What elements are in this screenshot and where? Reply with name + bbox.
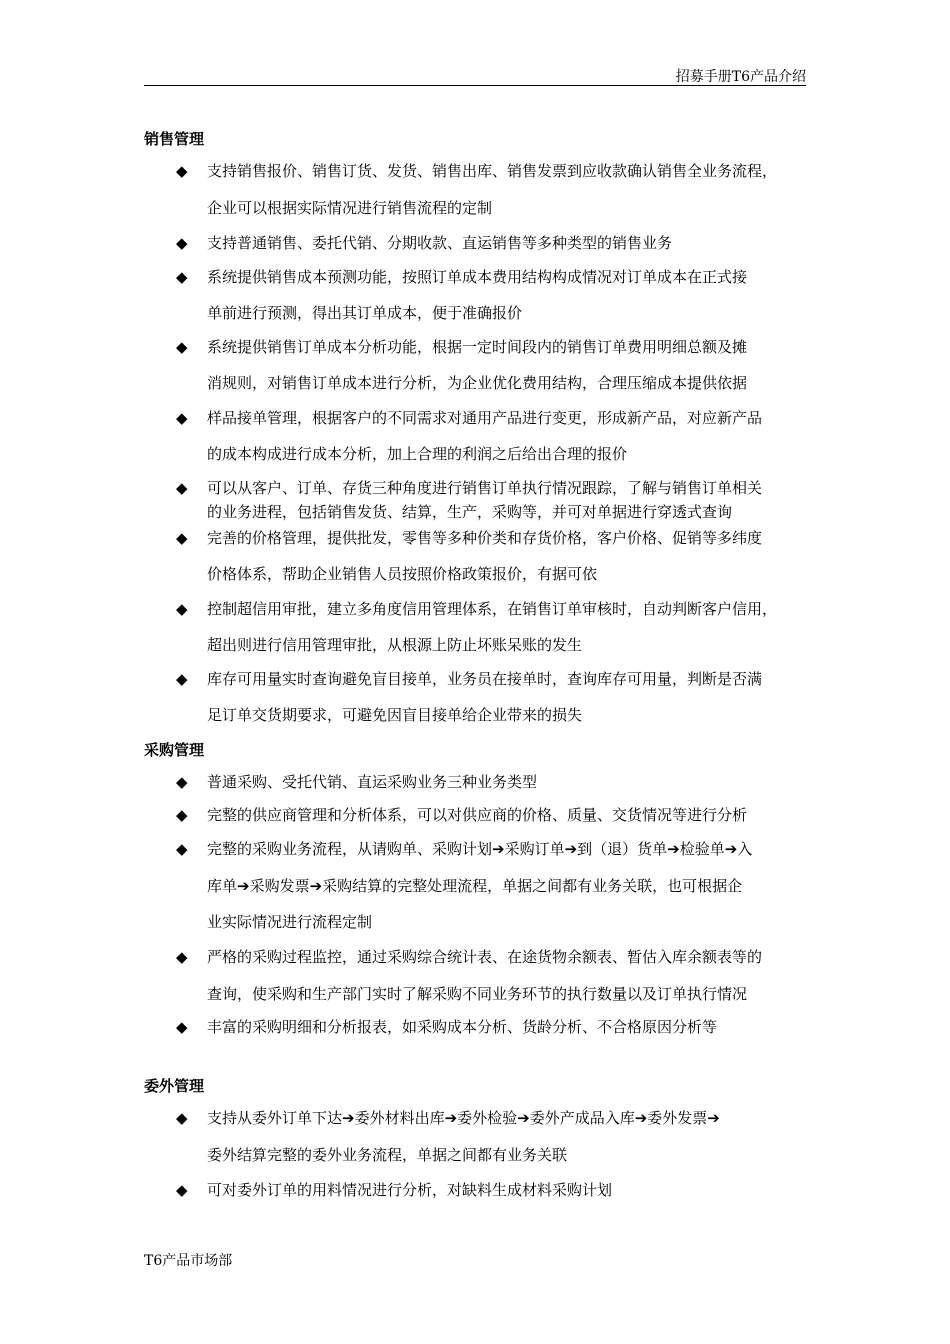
- list-item-line: 可以从客户、订单、存货三种角度进行销售订单执行情况跟踪，了解与销售订单相关: [207, 479, 763, 497]
- list-item-line: 查询，使采购和生产部门实时了解采购不同业务环节的执行数量以及订单执行情况: [207, 985, 748, 1003]
- diamond-bullet-icon: ◆: [176, 1109, 188, 1127]
- list-item-line: 企业可以根据实际情况进行销售流程的定制: [207, 199, 493, 217]
- list-item-line: 严格的采购过程监控，通过采购综合统计表、在途货物余额表、暂估入库余额表等的: [207, 948, 763, 966]
- diamond-bullet-icon: ◆: [176, 670, 188, 688]
- section-title: 采购管理: [144, 741, 205, 759]
- list-item-line: 完善的价格管理，提供批发，零售等多种价类和存货价格，客户价格、促销等多纬度: [207, 529, 763, 547]
- diamond-bullet-icon: ◆: [176, 806, 188, 824]
- list-item-line: 业实际情况进行流程定制: [207, 913, 373, 931]
- list-item-line: 普通采购、受托代销、直运采购业务三种业务类型: [207, 773, 538, 791]
- diamond-bullet-icon: ◆: [176, 234, 188, 252]
- diamond-bullet-icon: ◆: [176, 409, 188, 427]
- diamond-bullet-icon: ◆: [176, 338, 188, 356]
- list-item-line: 完整的采购业务流程，从请购单、采购计划➔采购订单➔到（退）货单➔检验单➔入: [207, 840, 753, 858]
- list-item-line: 系统提供销售订单成本分析功能，根据一定时间段内的销售订单费用明细总额及摊: [207, 338, 748, 356]
- list-item-line: 库存可用量实时查询避免盲目接单，业务员在接单时，查询库存可用量，判断是否满: [207, 670, 763, 688]
- page-footer: T6产品市场部: [144, 1253, 233, 1269]
- page-header-title: 招募手册T6产品介绍: [675, 69, 806, 85]
- list-item-line: 单前进行预测，得出其订单成本，便于准确报价: [207, 304, 523, 322]
- section-title: 委外管理: [144, 1077, 205, 1095]
- diamond-bullet-icon: ◆: [176, 162, 188, 180]
- list-item-line: 委外结算完整的委外业务流程，单据之间都有业务关联: [207, 1146, 568, 1164]
- list-item-line: 的业务进程，包括销售发货、结算，生产，采购等，并可对单据进行穿透式查询: [207, 503, 733, 521]
- list-item-line: 价格体系，帮助企业销售人员按照价格政策报价，有据可依: [207, 565, 598, 583]
- diamond-bullet-icon: ◆: [176, 1181, 188, 1199]
- diamond-bullet-icon: ◆: [176, 479, 188, 497]
- list-item-line: 可对委外订单的用料情况进行分析，对缺料生成材料采购计划: [207, 1181, 613, 1199]
- list-item-line: 的成本构成进行成本分析，加上合理的利润之后给出合理的报价: [207, 445, 628, 463]
- diamond-bullet-icon: ◆: [176, 600, 188, 618]
- list-item-line: 完整的供应商管理和分析体系，可以对供应商的价格、质量、交货情况等进行分析: [207, 806, 748, 824]
- list-item-line: 库单➔采购发票➔采购结算的完整处理流程，单据之间都有业务关联，也可根据企: [207, 877, 743, 895]
- list-item-line: 足订单交货期要求，可避免因盲目接单给企业带来的损失: [207, 706, 583, 724]
- section-title: 销售管理: [144, 130, 205, 148]
- list-item-line: 消规则，对销售订单成本进行分析，为企业优化费用结构，合理压缩成本提供依据: [207, 374, 748, 392]
- list-item-line: 系统提供销售成本预测功能，按照订单成本费用结构构成情况对订单成本在正式接: [207, 268, 748, 286]
- diamond-bullet-icon: ◆: [176, 948, 188, 966]
- diamond-bullet-icon: ◆: [176, 268, 188, 286]
- diamond-bullet-icon: ◆: [176, 840, 188, 858]
- list-item-line: 控制超信用审批，建立多角度信用管理体系，在销售订单审核时，自动判断客户信用，: [207, 600, 778, 618]
- diamond-bullet-icon: ◆: [176, 773, 188, 791]
- list-item-line: 支持从委外订单下达➔委外材料出库➔委外检验➔委外产成品入库➔委外发票➔: [207, 1109, 720, 1127]
- header-divider: [144, 85, 806, 86]
- list-item-line: 丰富的采购明细和分析报表，如采购成本分析、货龄分析、不合格原因分析等: [207, 1018, 718, 1036]
- list-item-line: 支持普通销售、委托代销、分期收款、直运销售等多种类型的销售业务: [207, 234, 673, 252]
- list-item-line: 超出则进行信用管理审批，从根源上防止坏账呆账的发生: [207, 636, 583, 654]
- list-item-line: 样品接单管理，根据客户的不同需求对通用产品进行变更，形成新产品，对应新产品: [207, 409, 763, 427]
- diamond-bullet-icon: ◆: [176, 529, 188, 547]
- list-item-line: 支持销售报价、销售订货、发货、销售出库、销售发票到应收款确认销售全业务流程，: [207, 162, 778, 180]
- diamond-bullet-icon: ◆: [176, 1018, 188, 1036]
